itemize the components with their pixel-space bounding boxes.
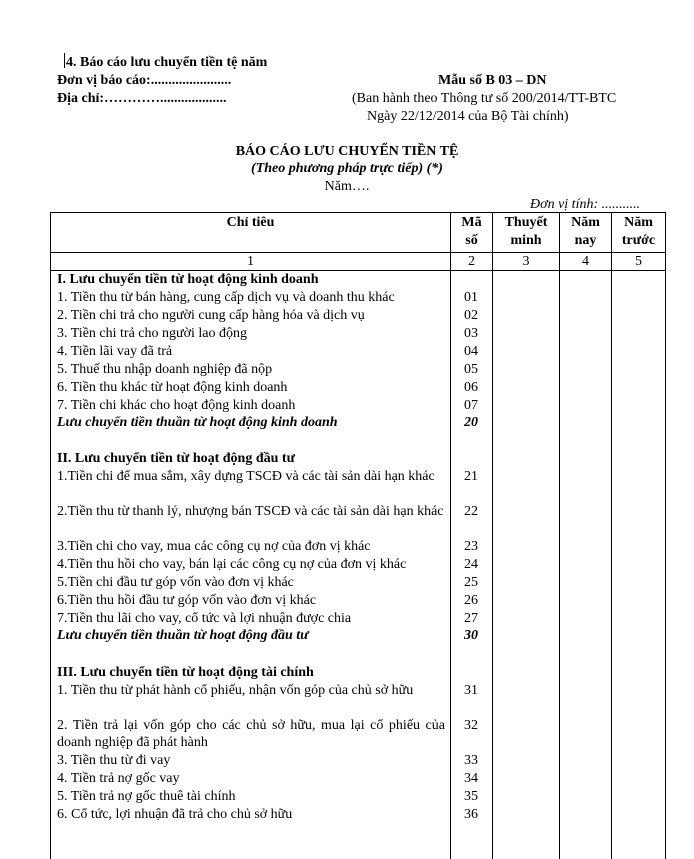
investing-total-code: 30 (464, 628, 478, 643)
table-row-label: 6. Tiền thu khác từ hoạt động kinh doanh (57, 380, 288, 395)
table-row-code: 05 (464, 362, 478, 377)
header-prev-year-line-2: trước (621, 233, 656, 248)
table-row-label: 1.Tiền chi để mua sắm, xây dựng TSCĐ và các tài sản dài hạn khác (57, 469, 435, 484)
section-operating-heading: I. Lưu chuyển tiền từ hoạt động kinh doanh (57, 272, 319, 287)
table-row-code: 24 (464, 557, 478, 572)
section-financing-heading: III. Lưu chuyển tiền từ hoạt động tài chính (57, 665, 314, 680)
unit-line: Đơn vị báo cáo:....................... (57, 73, 232, 88)
col-border-right (665, 212, 666, 859)
header-code-line-1: Mã (461, 215, 482, 230)
table-row-code: 27 (464, 611, 478, 626)
col-border-note (492, 212, 493, 859)
table-row-code: 03 (464, 326, 478, 341)
table-row-label: 6. Cổ tức, lợi nhuận đã trả cho chủ sở hữu (57, 807, 293, 822)
col-number-4: 4 (582, 254, 589, 269)
operating-total-code: 20 (464, 415, 478, 430)
col-number-2: 2 (468, 254, 475, 269)
table-row-code: 35 (464, 789, 478, 804)
header-indicator: Chỉ tiêu (226, 215, 275, 230)
report-year: Năm…. (324, 179, 370, 194)
table-border-top (50, 212, 666, 213)
text-cursor (64, 53, 65, 68)
table-row-code: 22 (464, 504, 478, 519)
table-row-label: 2. Tiền chi trả cho người cung cấp hàng hóa và dịch vụ (57, 308, 365, 323)
header-code-line-2: số (465, 233, 478, 248)
table-row-label: 3. Tiền thu từ đi vay (57, 753, 171, 768)
table-row-code: 01 (464, 290, 478, 305)
operating-total-label: Lưu chuyển tiền thuần từ hoạt động kinh doanh (57, 415, 338, 430)
table-row-code: 26 (464, 593, 478, 608)
table-row-code: 34 (464, 771, 478, 786)
table-row-label: 7.Tiền thu lãi cho vay, cổ tức và lợi nhuận được chia (57, 611, 352, 626)
table-row-code: 25 (464, 575, 478, 590)
table-row-label: 3. Tiền chi trả cho người lao động (57, 326, 247, 341)
address-line: Địa chỉ:…………................... (57, 91, 227, 106)
table-row-code: 04 (464, 344, 478, 359)
table-row-label: 1. Tiền thu từ bán hàng, cung cấp dịch vụ và doanh thu khác (57, 290, 395, 305)
table-row-code: 36 (464, 807, 478, 822)
col-border-left (50, 212, 51, 859)
header-prev-year-line-1: Năm (624, 215, 653, 230)
table-row-label: 5. Tiền trả nợ gốc thuê tài chính (57, 789, 236, 804)
table-row-label: 3.Tiền chi cho vay, mua các công cụ nợ của đơn vị khác (57, 539, 371, 554)
issued-by-line-2: Ngày 22/12/2014 của Bộ Tài chính) (367, 109, 569, 124)
col-border-prev-year (611, 212, 612, 859)
table-row-label: 4. Tiền trả nợ gốc vay (57, 771, 180, 786)
table-row-code: 07 (464, 398, 478, 413)
table-row-label: 5. Thuế thu nhập doanh nghiệp đã nộp (57, 362, 273, 377)
table-row-label: 6.Tiền thu hồi đầu tư góp vốn vào đơn vị khác (57, 593, 317, 608)
header-note-line-2: minh (510, 233, 542, 248)
col-number-1: 1 (247, 254, 254, 269)
table-row-label: 2. Tiền trả lại vốn góp cho các chủ sở hữu, mua lại cổ phiếu của doanh nghiệp đã phát hành (57, 718, 445, 750)
header-note-line-1: Thuyết (504, 215, 548, 230)
section-investing-heading: II. Lưu chuyển tiền từ hoạt động đầu tư (57, 451, 295, 466)
table-row-label: 7. Tiền chi khác cho hoạt động kinh doanh (57, 398, 296, 413)
table-row-label: 2.Tiền thu từ thanh lý, nhượng bán TSCĐ và các tài sản dài hạn khác (57, 504, 444, 519)
table-row-label: 5.Tiền chi đầu tư góp vốn vào đơn vị khác (57, 575, 294, 590)
investing-total-label: Lưu chuyển tiền thuần từ hoạt động đầu tư (57, 628, 309, 643)
form-number: Mẫu số B 03 – DN (438, 73, 547, 88)
col-number-5: 5 (635, 254, 642, 269)
table-row-code: 02 (464, 308, 478, 323)
table-row-label: 4.Tiền thu hồi cho vay, bán lại các công cụ nợ của đơn vị khác (57, 557, 407, 572)
table-row-code: 06 (464, 380, 478, 395)
header-this-year-line-1: Năm (571, 215, 600, 230)
table-row-code: 21 (464, 469, 478, 484)
section-title: 4. Báo cáo lưu chuyển tiền tệ năm (66, 55, 268, 70)
table-row-code: 33 (464, 753, 478, 768)
table-row-code: 32 (464, 718, 478, 733)
header-this-year-line-2: nay (574, 233, 597, 248)
report-title: BÁO CÁO LƯU CHUYỂN TIỀN TỆ (235, 144, 459, 159)
col-number-3: 3 (522, 254, 530, 269)
table-row-code: 23 (464, 539, 478, 554)
issued-by-line-1: (Ban hành theo Thông tư số 200/2014/TT-BTC (352, 91, 617, 106)
table-row-code: 31 (464, 683, 478, 698)
col-border-this-year (559, 212, 560, 859)
report-subtitle: (Theo phương pháp trực tiếp) (*) (251, 161, 443, 176)
currency-unit: Đơn vị tính: ........... (530, 197, 641, 212)
table-row-label: 1. Tiền thu từ phát hành cổ phiếu, nhận vốn góp của chủ sở hữu (57, 683, 414, 698)
table-row-label: 4. Tiền lãi vay đã trả (57, 344, 173, 359)
